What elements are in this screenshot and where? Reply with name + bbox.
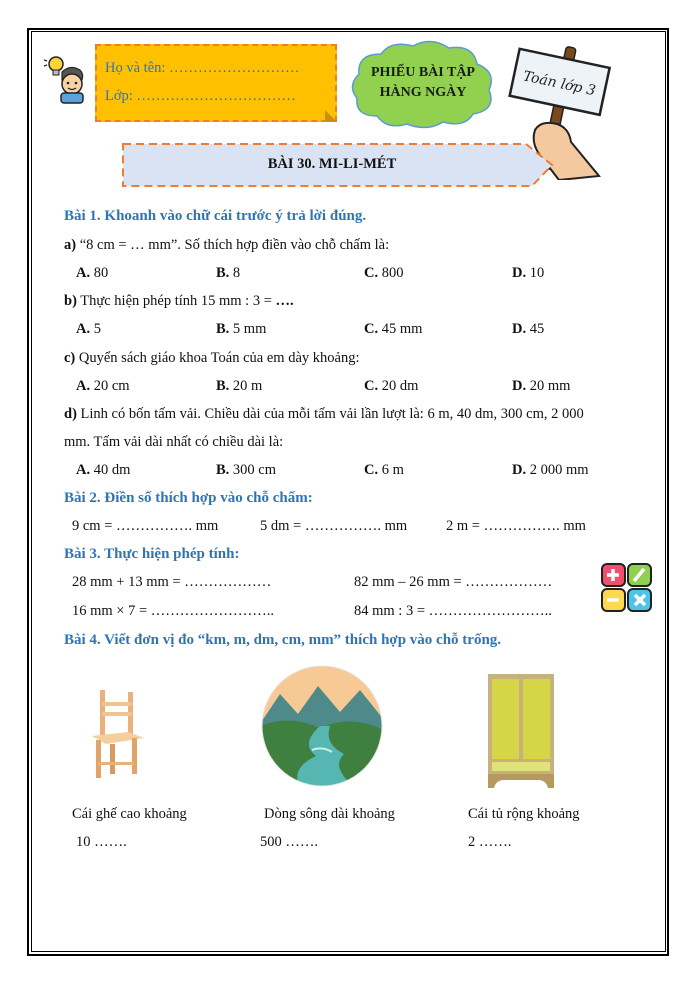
worksheet-title-line2: HÀNG NGÀY [379,85,467,100]
option-c-A[interactable]: A. 20 cm [76,378,130,394]
option-a-C[interactable]: C. 800 [364,265,404,281]
fill-blank-2[interactable]: 5 dm = ……………. mm [260,518,408,534]
option-c-C[interactable]: C. 20 dm [364,378,419,394]
question-c [64,350,359,367]
sign-text: Toán lớp 3 [521,68,597,100]
worksheet-title-cloud [347,38,499,130]
wooden-chair-image [92,688,144,780]
exercise-3-heading: Bài 3. Thực hiện phép tính: [64,546,240,562]
math-operations-icon [600,562,654,614]
option-d-D[interactable]: D. 2 000 mm [512,462,589,478]
question-c-label: c) [64,350,76,366]
lesson-title-banner [122,143,542,186]
option-d-B[interactable]: B. 300 cm [216,462,277,478]
option-b-C[interactable]: C. 45 mm [364,321,423,337]
option-a-D[interactable]: D. 10 [512,265,545,281]
question-b-label: b) [64,293,77,309]
question-d-text: Linh có bốn tấm vải. Chiều dài của mỗi tấm vải lần lượt là: 6 m, 40 dm, 300 cm, 2 000 [76,406,584,422]
option-c-B[interactable]: B. 20 m [216,378,263,394]
exercise-1-heading: Bài 1. Khoanh vào chữ cái trước ý trả lời đúng. [64,208,367,224]
page-fold-corner [325,110,337,122]
fill-blank-1[interactable]: 9 cm = ……………. mm [72,518,219,534]
wardrobe-image [488,674,554,790]
exercise-4-heading: Bài 4. Viết đơn vị đo “km, m, dm, cm, mm” thích hợp vào chỗ trống. [64,632,502,648]
student-lightbulb-icon [42,54,90,104]
question-b-text: Thực hiện phép tính 15 mm : 3 = [76,293,276,309]
river-caption: Dòng sông dài khoảng [264,806,395,822]
question-a-text: “8 cm = … mm”. Số thích hợp điền vào chỗ chấm là: [76,237,390,253]
calc-3[interactable]: 16 mm × 7 = …………………….. [72,603,275,619]
option-d-A[interactable]: A. 40 dm [76,462,131,478]
calc-4[interactable]: 84 mm : 3 = …………………….. [354,603,552,619]
wardrobe-caption: Cái tủ rộng khoảng [468,806,580,822]
question-b: b) Thực hiện phép tính 15 mm : 3 = …. [64,293,294,309]
student-name-field[interactable]: Họ và tên: ……………………… [105,60,300,76]
chair-caption: Cái ghế cao khoảng [72,806,187,822]
question-d-line2: mm. Tấm vải dài nhất có chiều dài là: [64,434,284,450]
question-a [64,237,389,254]
question-c-text: Quyển sách giáo khoa Toán của em dày khoảng: [75,350,360,366]
student-class-field[interactable]: Lớp: …………………………… [105,88,296,104]
option-a-B[interactable]: B. 8 [216,265,241,281]
question-a-label: a) [64,237,77,253]
river-answer[interactable]: 500 ……. [260,834,318,850]
option-b-D[interactable]: D. 45 [512,321,545,337]
river-landscape-image [260,664,384,788]
option-c-D[interactable]: D. 20 mm [512,378,571,394]
option-b-A[interactable]: A. 5 [76,321,101,337]
option-d-C[interactable]: C. 6 m [364,462,404,478]
option-a-A[interactable]: A. 80 [76,265,109,281]
question-d [64,406,584,423]
student-info-box [95,44,337,122]
question-d-label: d) [64,406,77,422]
fill-blank-3[interactable]: 2 m = ……………. mm [446,518,586,534]
option-b-B[interactable]: B. 5 mm [216,321,267,337]
calc-2[interactable]: 82 mm – 26 mm = ……………… [354,574,553,590]
worksheet-title-line1: PHIẾU BÀI TẬP [371,65,475,80]
chair-answer[interactable]: 10 ……. [76,834,127,850]
exercise-2-heading: Bài 2. Điền số thích hợp vào chỗ chấm: [64,490,313,506]
lesson-title: BÀI 30. MI-LI-MÉT [267,156,397,172]
wardrobe-answer[interactable]: 2 ……. [468,834,512,850]
calc-1[interactable]: 28 mm + 13 mm = ……………… [72,574,272,590]
